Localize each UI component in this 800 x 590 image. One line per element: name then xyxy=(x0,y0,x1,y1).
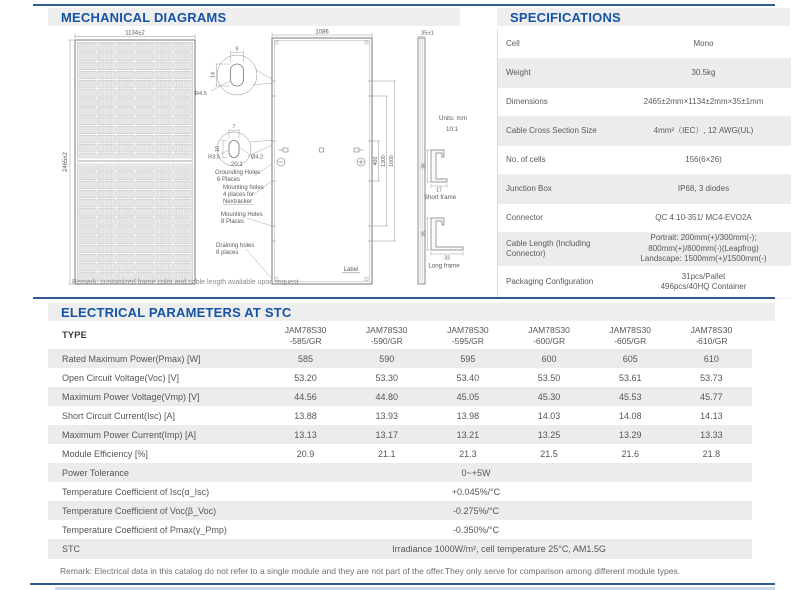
type-header: TYPE xyxy=(62,330,87,341)
row-voc: Open Circuit Voltage(Voc) [V] 53.20 53.30 53.40 53.50 53.61 53.73 xyxy=(62,372,723,383)
footer-line xyxy=(30,583,775,585)
spec-row-dimensions xyxy=(498,88,791,117)
footer-band xyxy=(55,587,775,590)
mounting-slot-detail xyxy=(195,47,272,98)
slot2-radius-label: R3.5 xyxy=(208,154,220,161)
spec-label: Cell xyxy=(506,39,520,48)
electrical-remark: Remark: Electrical data in this catalog do not refer to a single module and they are not part of the offer.They only serve for comparison among different module types. xyxy=(60,566,681,576)
spec-row-junction-box xyxy=(498,175,791,204)
grounding-holes-label-1: Grounding Holes xyxy=(215,170,261,176)
electrical-section-divider xyxy=(33,297,775,299)
spec-label: Cable Cross Section Size xyxy=(506,126,597,135)
spec-label: Dimensions xyxy=(506,97,548,106)
draining-holes-label-2: 8 places xyxy=(216,250,239,256)
row-stc: STC Irradiance 1000W/m², cell temperature 25°C, AM1.5G xyxy=(48,539,752,559)
spec-row-cable-cross-section xyxy=(498,117,791,146)
spec-label: Cable Length (Including Connector) xyxy=(506,239,591,258)
mechanical-diagram xyxy=(40,28,480,290)
model-column-header: JAM78S30 -610/GR xyxy=(690,325,733,346)
callout-labels xyxy=(215,164,272,279)
long-frame-name: Long frame xyxy=(428,262,460,270)
grounding-holes-label-2: 6 Places xyxy=(217,177,241,183)
model-column-header: JAM78S30 -595/GR xyxy=(447,325,489,346)
mounting-holes4-label-3: Nextracker xyxy=(223,199,253,205)
spec-value: IP68, 3 diodes xyxy=(677,183,730,193)
row-isc: Short Circuit Current(Isc) [A] 13.88 13.93 13.98 14.03 14.08 14.13 xyxy=(62,410,723,421)
spec-row-no-of-cells xyxy=(498,146,791,175)
row-efficiency: Module Efficiency [%] 20.9 21.1 21.3 21.5 21.6 21.8 xyxy=(62,448,721,459)
long-frame-section xyxy=(422,218,463,270)
short-frame-height-label: 35 xyxy=(421,163,428,169)
mounting-holes8-label-2: 8 Places xyxy=(221,219,245,225)
row-temp-coeff-isc: Temperature Coefficient of Isc(α_Isc) +0.045%/°C xyxy=(62,486,501,497)
spec-label: Connector xyxy=(506,213,543,222)
spec-value: 156(6×26) xyxy=(685,154,722,164)
spec-label: Packaging Configuration xyxy=(506,277,594,286)
back-view xyxy=(272,30,396,285)
specifications-section-header xyxy=(497,8,790,26)
spec-value: Portrait: 200mm(+)/300mm(-); 800mm(+)/800mm(-)(Leapfrog) Landscape: 1500mm(+)/1500mm(-) xyxy=(640,233,767,264)
model-column-header: JAM78S30 -605/GR xyxy=(609,325,652,346)
row-imp: Maximum Power Current(Imp) [A] 13.13 13.17 13.21 13.25 13.29 13.33 xyxy=(48,425,752,444)
front-height-label: 2465±2 xyxy=(63,152,69,172)
model-column-header: JAM78S30 -600/GR xyxy=(528,325,570,346)
spec-value: 30.5kg xyxy=(691,67,716,77)
short-frame-width-label: 17 xyxy=(436,187,442,194)
front-width-label: 1134±2 xyxy=(125,30,145,37)
electrical-header-row xyxy=(48,322,752,349)
model-column-header: JAM78S30 -585/GR xyxy=(284,325,327,346)
short-frame-section xyxy=(422,150,457,201)
top-divider xyxy=(33,4,775,6)
back-width-label: 1086 xyxy=(315,29,329,36)
electrical-title: ELECTRICAL PARAMETERS AT STC xyxy=(61,304,292,320)
spec-label: No. of cells xyxy=(506,155,546,164)
units-label: Units: mm xyxy=(439,115,467,122)
model-column-header: JAM78S30 -590/GR xyxy=(365,325,408,346)
label-text: Label xyxy=(343,267,359,273)
long-frame-height-label: 35 xyxy=(421,231,428,237)
spec-value: 31pcs/Pallet 496pcs/40HQ Container xyxy=(660,271,747,291)
dim-400-label: 400 xyxy=(372,156,379,166)
mechanical-section-header xyxy=(48,8,460,26)
short-frame-name: Short frame xyxy=(423,194,457,201)
spec-row-packaging xyxy=(498,266,791,299)
spec-label: Junction Box xyxy=(506,184,552,193)
grounding-hole-detail xyxy=(208,125,272,169)
spec-label: Weight xyxy=(506,68,531,77)
electrical-section-header xyxy=(48,303,775,321)
slot2-diameter-label: Ø4.2 xyxy=(251,154,264,161)
mounting-holes8-label-1: Mounting Holes xyxy=(221,212,263,218)
row-temp-coeff-voc: Temperature Coefficient of Voc(β_Voc) -0.275%/°C xyxy=(48,501,752,520)
front-view xyxy=(63,31,195,285)
spec-row-cable-length xyxy=(498,233,791,266)
specifications-title: SPECIFICATIONS xyxy=(510,9,621,25)
row-temp-coeff-pmax: Temperature Coefficient of Pmax(γ_Pmp) -0.350%/°C xyxy=(62,524,500,535)
specifications-table xyxy=(497,30,791,299)
row-pmax: Rated Maximum Power(Pmax) [W] 585 590 595 600 605 610 xyxy=(48,349,752,368)
side-scale-label: 10:1 xyxy=(446,126,459,133)
electrical-table xyxy=(48,322,752,559)
dim-1300-label: 1300 xyxy=(380,155,387,167)
spec-value: QC 4.10-351/ MC4-EVO2A xyxy=(655,212,752,222)
spec-row-cell xyxy=(498,30,791,59)
row-vmp: Maximum Power Voltage(Vmp) [V] 44.56 44.80 45.05 45.30 45.53 45.77 xyxy=(48,387,752,406)
mounting-holes4-label-2: 4 places for xyxy=(223,192,255,198)
side-thickness-label: 35±1 xyxy=(421,30,434,37)
slot2-width-label: 7 xyxy=(232,124,236,131)
spec-row-weight xyxy=(498,59,791,88)
slot1-radius-label: R4.5 xyxy=(195,91,207,97)
mechanical-remark: Remark: customized frame color and cable length available upon request xyxy=(72,279,299,286)
mounting-holes4-label-1: Mounting holes xyxy=(223,185,264,191)
spec-value: 4mm²（IEC）, 12 AWG(UL) xyxy=(653,125,754,135)
spec-value: 2465±2mm×1134±2mm×35±1mm xyxy=(643,96,764,106)
row-power-tolerance: Power Tolerance 0~+5W xyxy=(48,463,752,482)
slot1-height-label: 14 xyxy=(210,72,217,78)
dim-1600-label: 1600 xyxy=(388,155,395,167)
slot1-width-label: 9 xyxy=(235,46,239,53)
spec-row-connector xyxy=(498,204,791,233)
mechanical-title: MECHANICAL DIAGRAMS xyxy=(61,9,227,25)
long-frame-width-label: 33 xyxy=(444,255,450,262)
draining-holes-label-1: Draining holes xyxy=(216,243,255,249)
slot2-height-label: 10 xyxy=(215,146,221,152)
spec-value: Mono xyxy=(693,38,714,48)
detail-scale-label: 20:1 xyxy=(231,162,243,168)
